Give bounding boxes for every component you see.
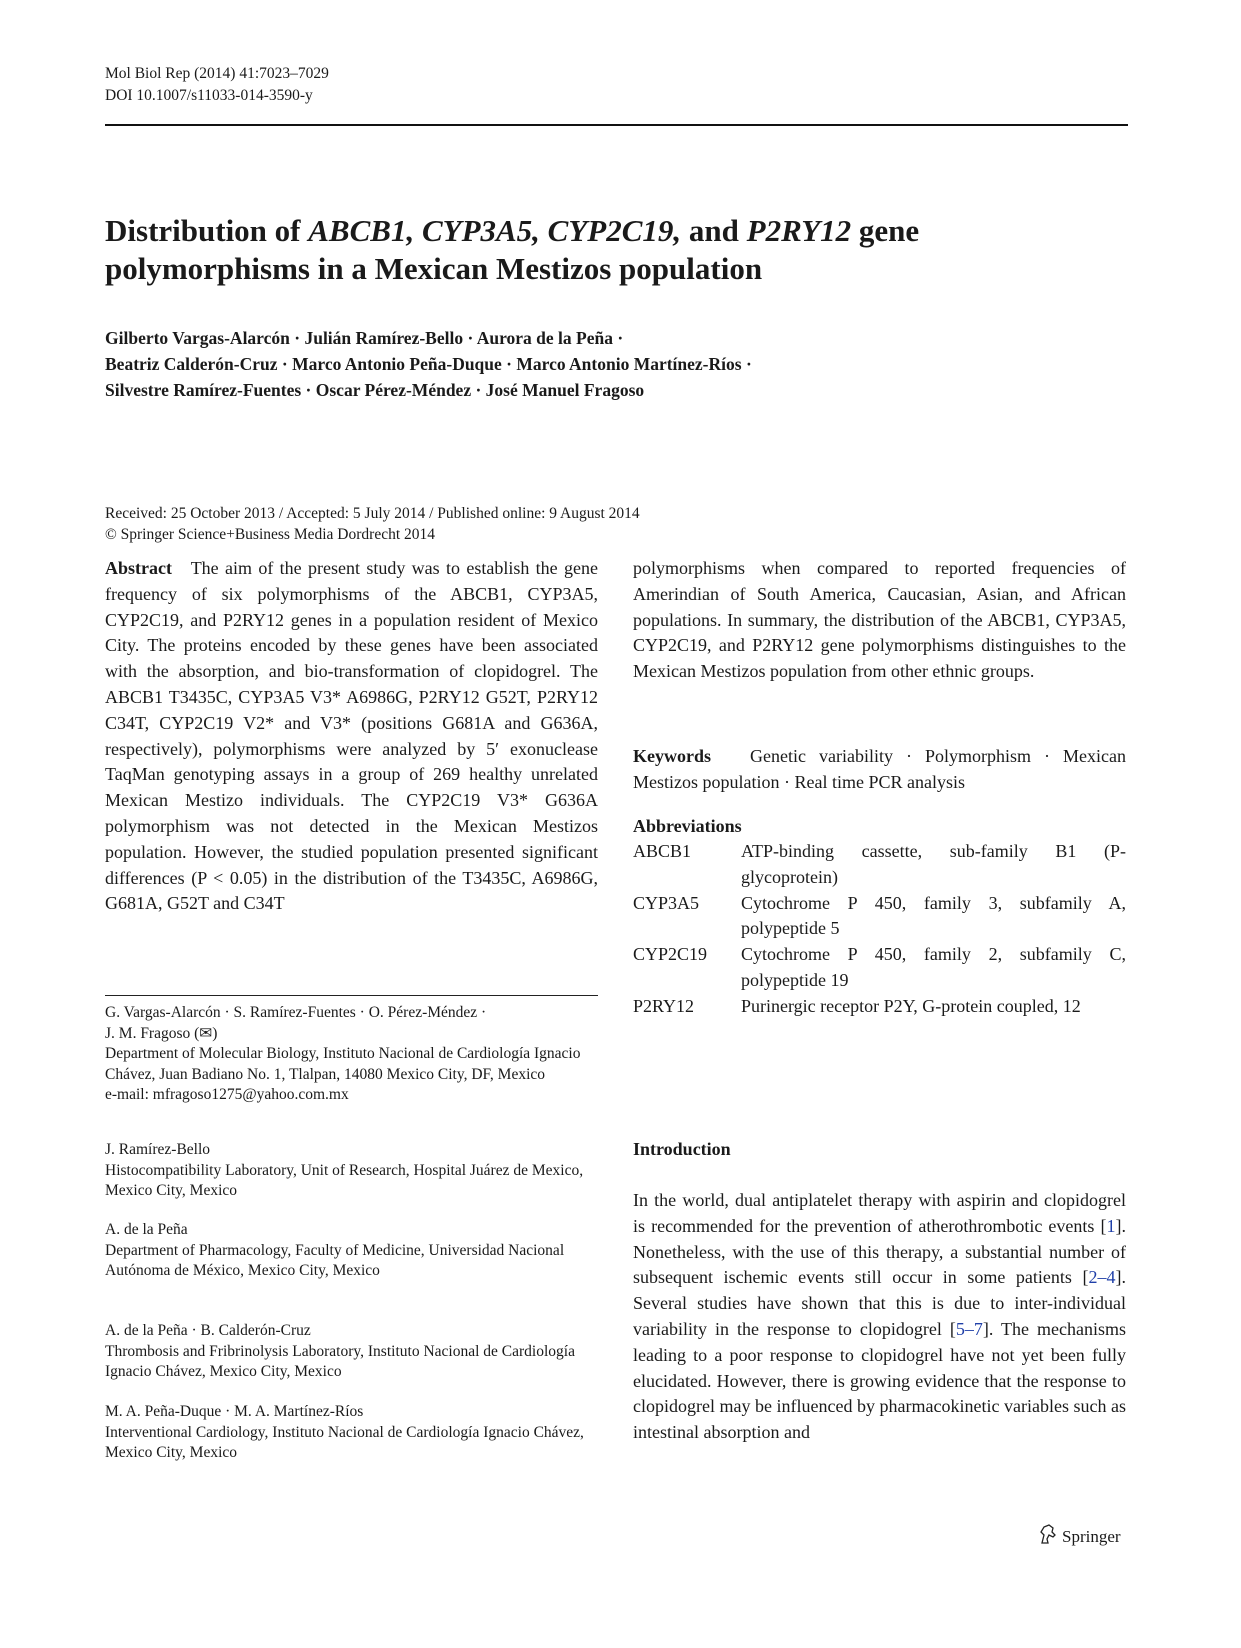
keywords	[633, 744, 1126, 796]
citation-link[interactable]: 5–7	[955, 1318, 983, 1339]
history-dates: Received: 25 October 2013 / Accepted: 5 July 2014 / Published online: 9 August 2014	[105, 505, 640, 522]
abbreviations-title: Abbreviations	[633, 816, 742, 836]
abbreviation-definition: Purinergic receptor P2Y, G-protein coupled, 12	[741, 995, 1081, 1016]
abbreviation-row	[633, 994, 1126, 1020]
abbreviation-code: CYP2C19	[633, 944, 708, 965]
abbreviation-row	[633, 839, 1126, 891]
authors-line: Beatriz Calderón-Cruz · Marco Antonio Peña-Duque · Marco Antonio Martínez-Ríos ·	[105, 354, 752, 374]
abbreviation-definition: ATP-binding cassette, sub-family B1 (P-glycoprotein)	[741, 841, 1126, 887]
affiliation-names: A. de la Peña · B. Calderón-Cruz	[105, 1322, 311, 1339]
affiliation-address: Department of Pharmacology, Faculty of Medicine, Universidad Nacional Autónoma de México, Mexico City, Mexico	[105, 1241, 565, 1279]
abbreviation-code: CYP3A5	[633, 892, 700, 913]
title-gene: P2RY12	[746, 213, 852, 248]
abstract-continuation: polymorphisms when compared to reported frequencies of Amerindian of South America, Caucasian, Asian, and African populations. In summary, the distribution of the ABCB1, CYP3A5, CYP2C19, and P2RY12 gene polymorphisms distinguishes to the Mexican Mestizos population from other ethnic groups.	[633, 558, 1126, 682]
abbreviation-code: P2RY12	[633, 995, 695, 1016]
affiliation-3	[105, 1220, 598, 1282]
intro-text: ]. Nonetheless, with the use of this therapy, a substantial number of subsequent ischemic events still occur in some patients [	[633, 1215, 1126, 1288]
publication-dates	[105, 503, 1105, 545]
abbreviation-code: ABCB1	[633, 841, 692, 861]
publisher-logo	[1038, 1523, 1121, 1550]
abbreviation-row	[633, 942, 1126, 994]
title-genes: ABCB1, CYP3A5, CYP2C19,	[308, 213, 682, 248]
abstract-label: Abstract	[105, 558, 172, 578]
authors-line: Silvestre Ramírez-Fuentes · Oscar Pérez-Méndez · José Manuel Fragoso	[105, 380, 645, 400]
title-text: Distribution of	[105, 213, 309, 248]
affiliation-names: M. A. Peña-Duque · M. A. Martínez-Ríos	[105, 1403, 364, 1420]
email-link[interactable]: e-mail: mfragoso1275@yahoo.com.mx	[105, 1086, 349, 1103]
publisher-name: Springer	[1062, 1526, 1121, 1546]
authors-line: Gilberto Vargas-Alarcón · Julián Ramírez-Bello · Aurora de la Peña ·	[105, 328, 624, 348]
affiliation-names: J. Ramírez-Bello	[105, 1141, 211, 1158]
doi: DOI 10.1007/s11033-014-3590-y	[105, 87, 313, 104]
abstract-text: The aim of the present study was to establish the gene frequency of six polymorphisms of the ABCB1, CYP3A5, CYP2C19, and P2RY12 genes in a population resident of Mexico City. The proteins encoded by these genes have been associated with the absorption, and bio-transformation of clopidogrel. The ABCB1 T3435C, CYP3A5 V3* A6986G, P2RY12 G52T, P2RY12 C34T, CYP2C19 V2* and V3* (positions G681A and G636A, respectively), polymorphisms were analyzed by 5′ exonuclease TaqMan genotyping assays in a group of 269 healthy unrelated Mexican Mestizo individuals. The CYP2C19 V3* G636A polymorphism was not detected in the Mexican Mestizos population. However, the studied population presented significant differences (P < 0.05) in the distribution of the T3435C, A6986G, G681A, G52T and C34T	[105, 558, 598, 914]
affiliation-1	[105, 1003, 598, 1106]
abbreviations	[633, 816, 1126, 1020]
abbreviation-definition: Cytochrome P 450, family 3, subfamily A, polypeptide 5	[741, 892, 1126, 939]
header-rule	[105, 124, 1128, 126]
abbreviation-row	[633, 891, 1126, 943]
abbreviation-definition: Cytochrome P 450, family 2, subfamily C, polypeptide 19	[741, 944, 1126, 990]
introduction-heading: Introduction	[633, 1139, 731, 1159]
affiliation-5	[105, 1402, 598, 1464]
copyright: © Springer Science+Business Media Dordrecht 2014	[105, 526, 436, 543]
introduction-text	[633, 1188, 1126, 1446]
affiliation-names: J. M. Fragoso (✉)	[105, 1024, 218, 1042]
affiliation-names: A. de la Peña	[105, 1221, 188, 1238]
journal-citation: Mol Biol Rep (2014) 41:7023–7029	[105, 65, 329, 82]
title-text: and	[681, 213, 747, 248]
affiliation-address: Interventional Cardiology, Instituto Nacional de Cardiología Ignacio Chávez, Mexico City, Mexico	[105, 1423, 584, 1461]
article-title	[105, 212, 1125, 288]
citation-link[interactable]: 2–4	[1088, 1267, 1116, 1288]
title-text: gene	[851, 213, 920, 248]
keywords-text: Genetic variability · Polymorphism · Mexican Mestizos population · Real time PCR analysis	[633, 746, 1127, 792]
keywords-label: Keywords	[633, 746, 711, 766]
intro-text: ]. The mechanisms leading to a poor response to clopidogrel have not yet been fully elucidated. However, there is growing evidence that the response to clopidogrel may be influenced by pharmacokinetic variables such as intestinal absorption and	[633, 1318, 1126, 1443]
affiliation-address: Histocompatibility Laboratory, Unit of Research, Hospital Juárez de Mexico, Mexico City, Mexico	[105, 1161, 584, 1199]
intro-text: ]. Several studies have shown that this is due to inter-individual variability in the response to clopidogrel [	[633, 1267, 1126, 1339]
affiliation-4	[105, 1321, 598, 1383]
affiliation-2	[105, 1140, 598, 1202]
abstract	[105, 556, 598, 917]
affiliation-address: Thrombosis and Fribrinolysis Laboratory, Instituto Nacional de Cardiología Ignacio Chávez, Mexico City, Mexico	[105, 1342, 575, 1380]
intro-text: In the world, dual antiplatelet therapy with aspirin and clopidogrel is recommended for the prevention of atherothrombotic events [	[633, 1190, 1126, 1236]
affiliation-names: G. Vargas-Alarcón · S. Ramírez-Fuentes · O. Pérez-Méndez ·	[105, 1004, 487, 1021]
affiliation-rule	[105, 995, 598, 996]
affiliation-address: Department of Molecular Biology, Instituto Nacional de Cardiología Ignacio Chávez, Juan Badiano No. 1, Tlalpan, 14080 Mexico City, DF, Mexico	[105, 1045, 581, 1083]
author-list	[105, 325, 1105, 403]
citation-link[interactable]: 1	[1106, 1215, 1116, 1236]
title-line2: polymorphisms in a Mexican Mestizos population	[105, 251, 763, 286]
springer-horse-icon	[1038, 1523, 1058, 1550]
